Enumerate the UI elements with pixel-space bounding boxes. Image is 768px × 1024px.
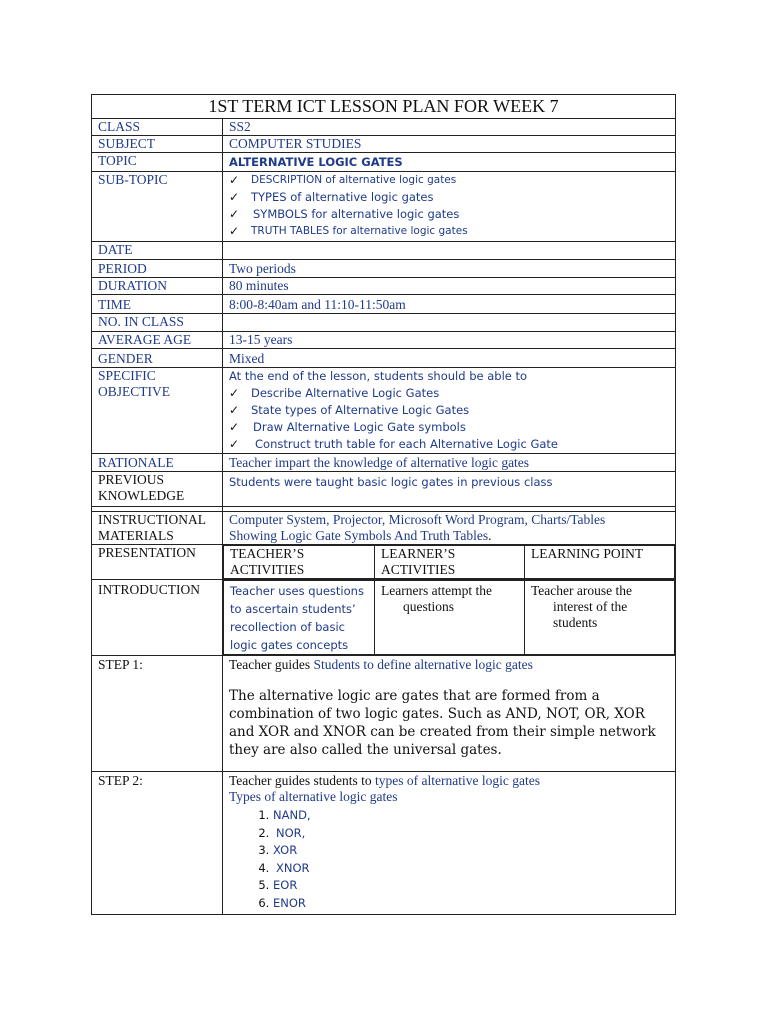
average-age-label: AVERAGE AGE [92,332,223,349]
topic-row [92,153,676,172]
introduction-row [92,580,676,656]
time-row [92,295,676,314]
previous-label-line: KNOWLEDGE [98,488,185,503]
list-item [229,223,669,240]
check-icon: ✓ [229,403,240,417]
list-item [273,860,669,878]
subject-row [92,136,676,153]
step2-lead-line [229,773,669,789]
gender-label: GENDER [92,349,223,368]
list-item-text: EOR [273,878,298,892]
step1-paragraph: The alternative logic are gates that are formed from a combination of two logic gates. Such as AND, NOT, OR, XOR and XOR and XNOR can be created from their simple network they are also called the universal gates. [229,688,656,758]
list-item [273,842,669,860]
list-item-text: XNOR [276,860,310,875]
list-item [273,895,669,913]
list-item [273,807,669,825]
list-item [229,402,669,419]
introduction-table [223,580,675,655]
introduction-cell [223,580,676,656]
previous-knowledge-row [92,472,676,507]
step1-label: STEP 1: [92,656,223,772]
gender-row [92,349,676,368]
period-label: PERIOD [92,260,223,278]
class-value: SS2 [223,119,676,136]
step2-cell [223,772,676,915]
step2-subhead: Types of alternative logic gates [229,789,398,804]
learning-point-header: LEARNING POINT [525,546,675,579]
topic-value-cell [223,153,676,172]
teacher-activities-header: TEACHER’S ACTIVITIES [224,546,375,579]
objective-intro: At the end of the lesson, students should be able to [229,369,528,383]
learner-activities-header: LEARNER’S ACTIVITIES [375,546,525,579]
objective-list [229,385,669,453]
list-item-text: NAND, [273,808,311,822]
rationale-label: RATIONALE [92,454,223,472]
list-item-text: TRUTH TABLES for alternative logic gates [251,225,468,237]
list-item [229,172,669,189]
materials-line-end: . [488,528,492,543]
list-item [273,877,669,895]
subtopic-list [229,172,669,240]
subject-label: SUBJECT [92,136,223,153]
check-icon: ✓ [229,207,240,221]
step2-lead: Teacher guides students to [229,773,376,788]
list-item-text: SYMBOLS for alternative logic gates [253,207,460,221]
no-in-class-value [223,314,676,332]
learner-line: questions [403,599,455,614]
check-icon: ✓ [229,190,240,204]
previous-label-line: PREVIOUS [98,472,165,487]
materials-label-line: MATERIALS [98,528,174,543]
list-item [229,206,669,223]
period-row [92,260,676,278]
presentation-header-cell [223,545,676,580]
list-item-text: ENOR [273,895,306,910]
materials-cell [223,512,676,545]
list-item-text: State types of Alternative Logic Gates [251,403,470,417]
introduction-learner [375,581,525,655]
check-icon: ✓ [229,420,240,434]
list-item-text: Describe Alternative Logic Gates [251,386,440,400]
topic-label: TOPIC [92,153,223,172]
list-item [273,825,669,843]
check-icon: ✓ [229,386,240,400]
presentation-header-table [223,545,675,579]
step1-lead: Teacher guides [229,657,314,672]
no-in-class-label: NO. IN CLASS [92,314,223,332]
objective-label-line: SPECIFIC [98,368,156,383]
page-title: 1ST TERM ICT LESSON PLAN FOR WEEK 7 [92,95,676,119]
list-item [229,436,669,453]
step1-row [92,656,676,772]
materials-label-line: INSTRUCTIONAL [98,512,206,527]
introduction-label: INTRODUCTION [92,580,223,656]
objective-row [92,368,676,454]
duration-label: DURATION [92,278,223,295]
lesson-plan-table [91,94,676,915]
list-item-text: NOR, [276,825,306,840]
previous-label [92,472,223,507]
presentation-label: PRESENTATION [92,545,223,580]
subtopic-label: SUB-TOPIC [92,172,223,242]
materials-line: Computer System, Projector, Microsoft Word Program, Charts/Tables [229,512,606,527]
date-value [223,242,676,260]
step1-cell [223,656,676,772]
rationale-row [92,454,676,472]
point-line: Teacher arouse the [531,583,632,598]
step2-row [92,772,676,915]
previous-value: Students were taught basic logic gates in previous class [229,475,553,489]
period-value: Two periods [223,260,676,278]
no-in-class-row [92,314,676,332]
point-line: students [553,615,598,630]
list-item-text: Construct truth table for each Alternative Logic Gate [255,437,558,451]
list-item-text: Draw Alternative Logic Gate symbols [253,420,466,434]
duration-value: 80 minutes [223,278,676,295]
previous-value-cell [223,472,676,507]
check-icon: ✓ [229,437,240,451]
materials-line: Showing Logic Gate Symbols And Truth Tables [229,528,489,543]
list-item [229,189,669,206]
rationale-value: Teacher impart the knowledge of alternative logic gates [223,454,676,472]
introduction-point [525,581,675,655]
time-label: TIME [92,295,223,314]
average-age-value: 13-15 years [223,332,676,349]
presentation-row [92,545,676,580]
step1-lead-line [229,657,669,673]
list-item-text: XOR [273,843,298,857]
list-item-text: DESCRIPTION of alternative logic gates [251,174,457,186]
materials-label [92,512,223,545]
subject-value: COMPUTER STUDIES [223,136,676,153]
step2-label: STEP 2: [92,772,223,915]
average-age-row [92,332,676,349]
list-item-text: TYPES of alternative logic gates [251,190,434,204]
objective-cell [223,368,676,454]
presentation-header-row [224,546,675,579]
point-line: interest of the [553,599,628,614]
date-row [92,242,676,260]
materials-row [92,512,676,545]
types-list [229,807,669,912]
subtopic-row [92,172,676,242]
duration-row [92,278,676,295]
introduction-teacher: Teacher uses questions to ascertain students’ recollection of basic logic gates concepts [224,581,375,655]
learner-line: Learners attempt the [381,583,492,598]
class-label: CLASS [92,119,223,136]
step1-lead-blue: Students to define alternative logic gates [313,657,533,672]
title-row [92,95,676,119]
gender-value: Mixed [223,349,676,368]
time-value: 8:00-8:40am and 11:10-11:50am [223,295,676,314]
step2-lead-blue: types of alternative logic gates [375,773,540,788]
introduction-content-row [224,581,675,655]
materials-line-wrap [229,528,669,544]
objective-label [92,368,223,454]
subtopic-list-cell [223,172,676,242]
check-icon: ✓ [229,224,240,238]
topic-value: ALTERNATIVE LOGIC GATES [229,155,403,169]
check-icon: ✓ [229,173,240,187]
list-item [229,385,669,402]
list-item [229,419,669,436]
objective-label-line: OBJECTIVE [98,384,170,399]
date-label: DATE [92,242,223,260]
class-row [92,119,676,136]
